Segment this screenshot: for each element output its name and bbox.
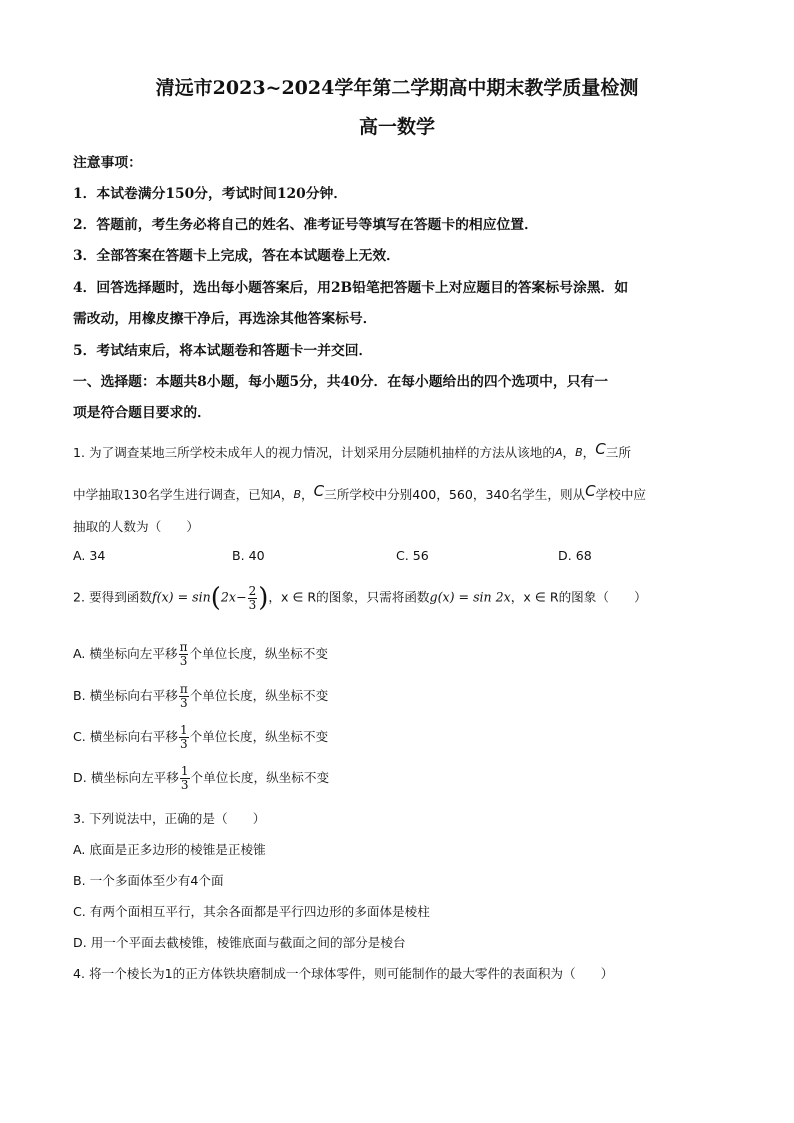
- subject-title: 高一数学: [358, 116, 435, 138]
- question-1-line-3: 抽取的人数为（ ）: [73, 519, 199, 534]
- note-item: 1．本试卷满分150分，考试时间120分钟．: [73, 186, 348, 202]
- option-a[interactable]: A. 横坐标向左平移 $\frac{\pi}{3}$ 个单位长度，纵坐标不变: [73, 640, 328, 668]
- note-item: 需改动，用橡皮擦干净后，再选涂其他答案标号．: [73, 311, 377, 327]
- note-item: 5．考试结束后，将本试题卷和答题卡一并交回．: [73, 343, 373, 359]
- option-c[interactable]: C. 横坐标向右平移 $\frac{1}{3}$ 个单位长度，纵坐标不变: [73, 723, 329, 751]
- note-item: 4．回答选择题时，选出每小题答案后，用2B铅笔把答题卡上对应题目的答案标号涂黑．如: [73, 280, 629, 296]
- note-item: 2．答题前，考生务必将自己的姓名、准考证号等填写在答题卡的相应位置．: [73, 217, 538, 233]
- notes-heading: 注意事项：: [73, 155, 142, 171]
- option-d[interactable]: D. 用一个平面去截棱锥，棱锥底面与截面之间的部分是棱台: [73, 935, 406, 950]
- question-4-stem: 4. 将一个棱长为1的正方体铁块磨制成一个球体零件，则可能制作的最大零件的表面积为（ ）: [73, 966, 614, 981]
- option-b[interactable]: B. 一个多面体至少有4个面: [73, 873, 224, 888]
- fraction: $\frac{2}{3}$: [248, 583, 257, 612]
- question-3-stem: 3. 下列说法中，正确的是（ ）: [73, 811, 266, 826]
- question-1-line-1: 1. 为了调查某地三所学校未成年人的视力情况，计划采用分层随机抽样的方法从该地的A，B，C三所: [73, 440, 631, 460]
- option-d[interactable]: D. 68: [558, 548, 592, 563]
- option-c[interactable]: C. 56: [396, 548, 429, 563]
- fraction: $\frac{1}{3}$: [179, 723, 188, 751]
- fraction: $\frac{\pi}{3}$: [179, 640, 188, 668]
- question-1-line-2: 中学抽取130名学生进行调查，已知A，B，C三所学校中分别400，560，340名学生，则从C学校中应: [73, 482, 646, 502]
- exam-title: 清远市2023~2024学年第二学期高中期末教学质量检测: [155, 77, 639, 99]
- option-b[interactable]: B. 横坐标向右平移 $\frac{\pi}{3}$ 个单位长度，纵坐标不变: [73, 682, 329, 710]
- option-a[interactable]: A. 34: [73, 548, 106, 563]
- section-heading: 一、选择题：本题共8小题，每小题5分，共40分．在每小题给出的四个选项中，只有一: [73, 374, 609, 390]
- question-2-stem: 2. 要得到函数f(x) = sin(2x− $\frac{2}{3}$ )，x ∈ R的图象，只需将函数g(x) = sin 2x，x ∈ R的图象（ ）: [73, 583, 647, 613]
- option-c[interactable]: C. 有两个面相互平行，其余各面都是平行四边形的多面体是棱柱: [73, 904, 430, 919]
- option-d[interactable]: D. 横坐标向左平移 $\frac{1}{3}$ 个单位长度，纵坐标不变: [73, 764, 330, 792]
- option-b[interactable]: B. 40: [232, 548, 265, 563]
- fraction: $\frac{1}{3}$: [180, 764, 189, 792]
- note-item: 3．全部答案在答题卡上完成，答在本试题卷上无效．: [73, 248, 400, 264]
- section-heading-cont: 项是符合题目要求的．: [73, 405, 211, 421]
- fraction: $\frac{\pi}{3}$: [179, 682, 188, 710]
- option-a[interactable]: A. 底面是正多边形的棱锥是正棱锥: [73, 842, 266, 857]
